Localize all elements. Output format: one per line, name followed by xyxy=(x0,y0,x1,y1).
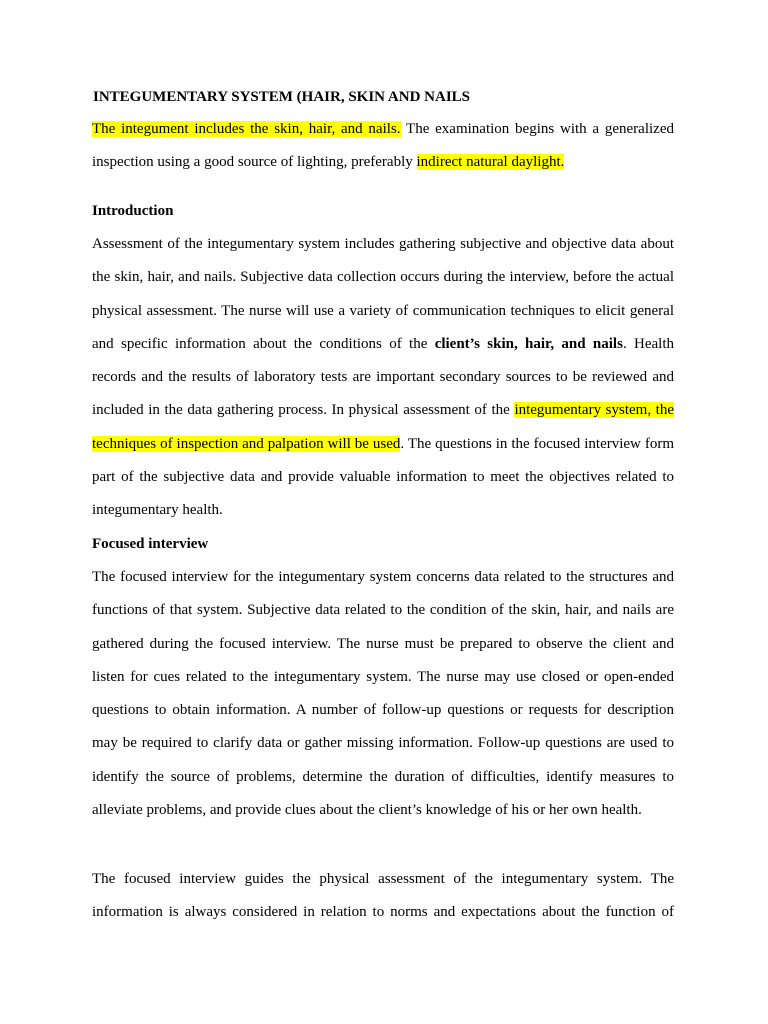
introduction-heading: Introduction xyxy=(92,203,174,219)
paragraph-text: The examination begins with a generalized inspection using a good source of lighting, preferably xyxy=(92,121,674,171)
bold-text: client’s skin, hair, and nails xyxy=(434,335,623,352)
focused-interview-paragraph-2: The focused interview guides the physical assessment of the integumentary system. The information is always considered in relation to norms and expectations about the function of xyxy=(92,871,674,921)
focused-interview-heading: Focused interview xyxy=(92,536,209,552)
highlighted-text: integumentary system, the techniques of inspection and palpation will be used xyxy=(92,402,674,452)
document-title: INTEGUMENTARY SYSTEM (HAIR, SKIN AND NAILS xyxy=(93,89,471,105)
introduction-paragraph xyxy=(92,228,674,528)
highlighted-text: The integument includes the skin, hair, and nails. xyxy=(92,121,401,137)
focused-interview-paragraph-1: The focused interview for the integumentary system concerns data related to the structures and functions of that system. Subjective data related to the condition of the skin, hair, and nails are gathered during the focused interview. The nurse must be prepared to observe the client and listen for cues related to the integumentary system. The nurse may use closed or open-ended questions to obtain information. A number of follow-up questions or requests for description may be required to clarify data or gather missing information. Follow-up questions are used to identify the source of problems, determine the duration of difficulties, identify measures to alleviate problems, and provide clues about the client’s knowledge of his or her own health. xyxy=(92,569,674,819)
intro-paragraph xyxy=(92,113,674,180)
paragraph-text: Assessment of the integumentary system includes gathering subjective and objective data about the skin, hair, and nails. Subjective data collection occurs during the interview, before the actual physical assessment. The nurse will use a variety of communication techniques to elicit general and specific information about the conditions of the xyxy=(92,236,674,352)
paragraph-text: . The questions in the focused interview form part of the subjective data and provide valuable information to meet the objectives related to integumentary health. xyxy=(92,435,674,519)
highlighted-text: indirect natural daylight. xyxy=(416,154,565,171)
paragraph-text: . Health records and the results of laboratory tests are important secondary sources to be reviewed and included in the data gathering process. In physical assessment of the xyxy=(92,335,674,419)
